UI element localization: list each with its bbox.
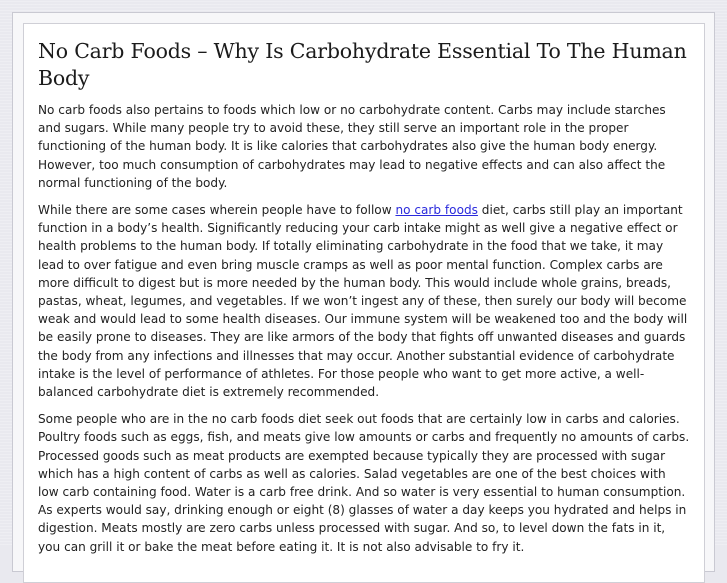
paragraph-2-text-start: While there are some cases wherein people have to follow — [38, 203, 396, 218]
no-carb-foods-link[interactable]: no carb foods — [395, 203, 478, 218]
article-title: No Carb Foods – Why Is Carbohydrate Essential To The Human Body — [38, 39, 687, 90]
article-paragraph-2 — [38, 201, 690, 401]
article-post — [23, 23, 705, 583]
paragraph-2-text-end: diet, carbs still play an important function in a body’s health. Significantly reducing your carb intake might as well give a negative effect or health problems to the human body. If totally eliminating carbohydrate in the food that we take, it may lead to over fatigue and even bring muscle cramps as well as poor mental function. Complex carbs are more difficult to digest but is more needed by the human body. This would include whole grains, breads, pastas, wheat, legumes, and vegetables. If we won’t ingest any of these, then surely our body will become weak and would lead to some health diseases. Our immune system will be weakened too and the body will be easily prone to diseases. They are like armors of the body that fights off unwanted diseases and guards the body from any infections and illnesses that may occur. Another substantial evidence of carbohydrate intake is the level of performance of athletes. For those people who want to get more active, a well- balanced carbohydrate diet is extremely recommended. — [38, 203, 688, 400]
article-paragraph-1: No carb foods also pertains to foods which low or no carbohydrate content. Carbs may include starches and sugars. While many people try to avoid these, they still serve an important role in the proper functioning of the human body. It is like calories that carbohydrates also give the human body energy. However, too much consumption of carbohydrates may lead to negative effects and can also affect the normal functioning of the body. — [38, 103, 666, 190]
article-paragraph-3: Some people who are in the no carb foods diet seek out foods that are certainly low in carbs and calories. Poultry foods such as eggs, fish, and meats give low amounts or carbs and frequently no amounts of carbs. Processed goods such as meat products are exempted because typically they are processed with sugar which has a high content of carbs as well as calories. Salad vegetables are one of the best choices with low carb containing food. Water is a carb free drink. And so water is very essential to human consumption. As experts would say, drinking enough or eight (8) glasses of water a day keeps you hydrated and helps in digestion. Meats mostly are zero carbs unless processed with sugar. And so, to level down the fats in it, you can grill it or bake the meat before eating it. It is not also advisable to fry it. — [38, 412, 690, 554]
